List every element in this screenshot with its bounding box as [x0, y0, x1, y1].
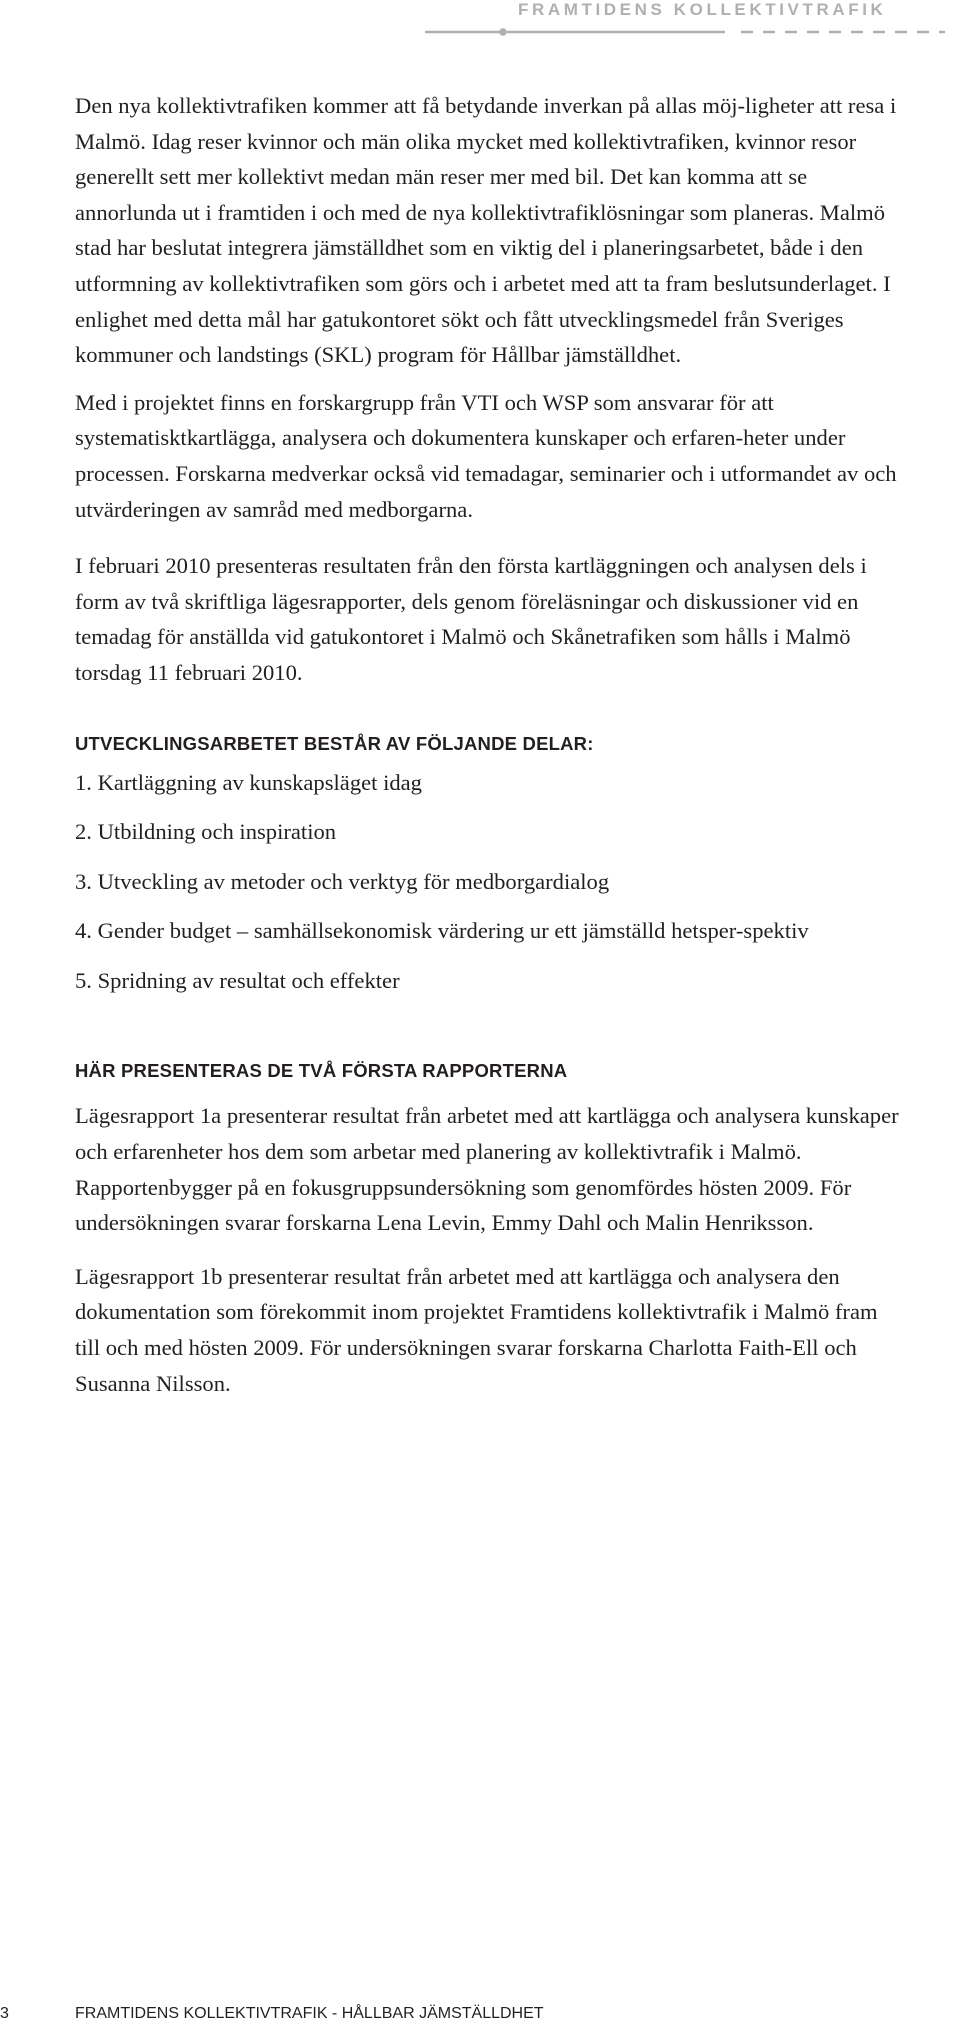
section-heading-reports: HÄR PRESENTERAS DE TVÅ FÖRSTA RAPPORTERNA — [75, 1060, 568, 1082]
main-content — [75, 88, 905, 1414]
schedule-paragraph: I februari 2010 presenteras resultaten från den första kartläggningen och analysen dels i form av två skriftliga lägesrapporter, dels genom föreläsningar och diskussioner vid en temadag för anställda vid gatukontoret i Malmö och Skånetrafiken som hålls i Malmö torsdag 11 februari 2010. — [75, 553, 867, 685]
header-rule — [425, 28, 945, 36]
report-1a-paragraph: Lägesrapport 1a presenterar resultat från arbetet med att kartlägga och analysera kunskaper och erfarenheter hos dem som arbetar med planering av kollektivtrafik i Malmö. Rapportenbygger på en fokusgruppsundersökning som genomfördes hösten 2009. För undersökningen svarar forskarna Lena Levin, Emmy Dahl och Malin Henriksson. — [75, 1103, 899, 1236]
list-item: 4. Gender budget – samhällsekonomisk värdering ur ett jämställd hetsper-spektiv — [75, 918, 809, 944]
list-item: 2. Utbildning och inspiration — [75, 819, 337, 845]
list-item: 5. Spridning av resultat och effekter — [75, 967, 400, 993]
section-heading-development: UTVECKLINGSARBETET BESTÅR AV FÖLJANDE DELAR: — [75, 732, 594, 754]
development-parts-list — [75, 765, 905, 999]
project-paragraph: Med i projektet finns en forskargrupp från VTI och WSP som ansvarar för att systematisktkartlägga, analysera och dokumentera kunskaper och erfaren-heter under processen. Forskarna medverkar också vid temadagar, seminarier och i utformandet av och utvärderingen av samråd med medborgarna. — [75, 389, 897, 522]
header-title: FRAMTIDENS KOLLEKTIVTRAFIK — [518, 0, 887, 19]
intro-paragraph: Den nya kollektivtrafiken kommer att få betydande inverkan på allas möj-ligheter att resa i Malmö. Idag reser kvinnor och män olika mycket med kollektivtrafiken, kvinnor resor generellt sett mer kollektivt medan män reser mer med bil. Det kan komma att se annorlunda ut i framtiden i och med de nya kollektivtrafiklösningar som planeras. Malmö stad har beslutat integrera jämställdhet som en viktig del i planeringsarbetet, både i den utformning av kollektivtrafiken som görs och i arbetet med att ta fram beslutsunderlaget. I enlighet med detta mål har gatukontoret sökt och fått utvecklingsmedel från Sveriges kommuner och landstings (SKL) program för Hållbar jämställdhet. — [75, 93, 897, 368]
list-item: 3. Utveckling av metoder och verktyg för medborgardialog — [75, 868, 610, 894]
footer-title: FRAMTIDENS KOLLEKTIVTRAFIK - HÅLLBAR JÄMSTÄLLDHET — [75, 2005, 544, 2022]
page-number: 3 — [0, 2005, 9, 2022]
list-item: 1. Kartläggning av kunskapsläget idag — [75, 769, 422, 795]
report-1b-paragraph: Lägesrapport 1b presenterar resultat från arbetet med att kartlägga och analysera den dokumentation som förekommit inom projektet Framtidens kollektivtrafik i Malmö fram till och med hösten 2009. För undersökningen svarar forskarna Charlotta Faith-Ell och Susanna Nilsson. — [75, 1263, 878, 1396]
